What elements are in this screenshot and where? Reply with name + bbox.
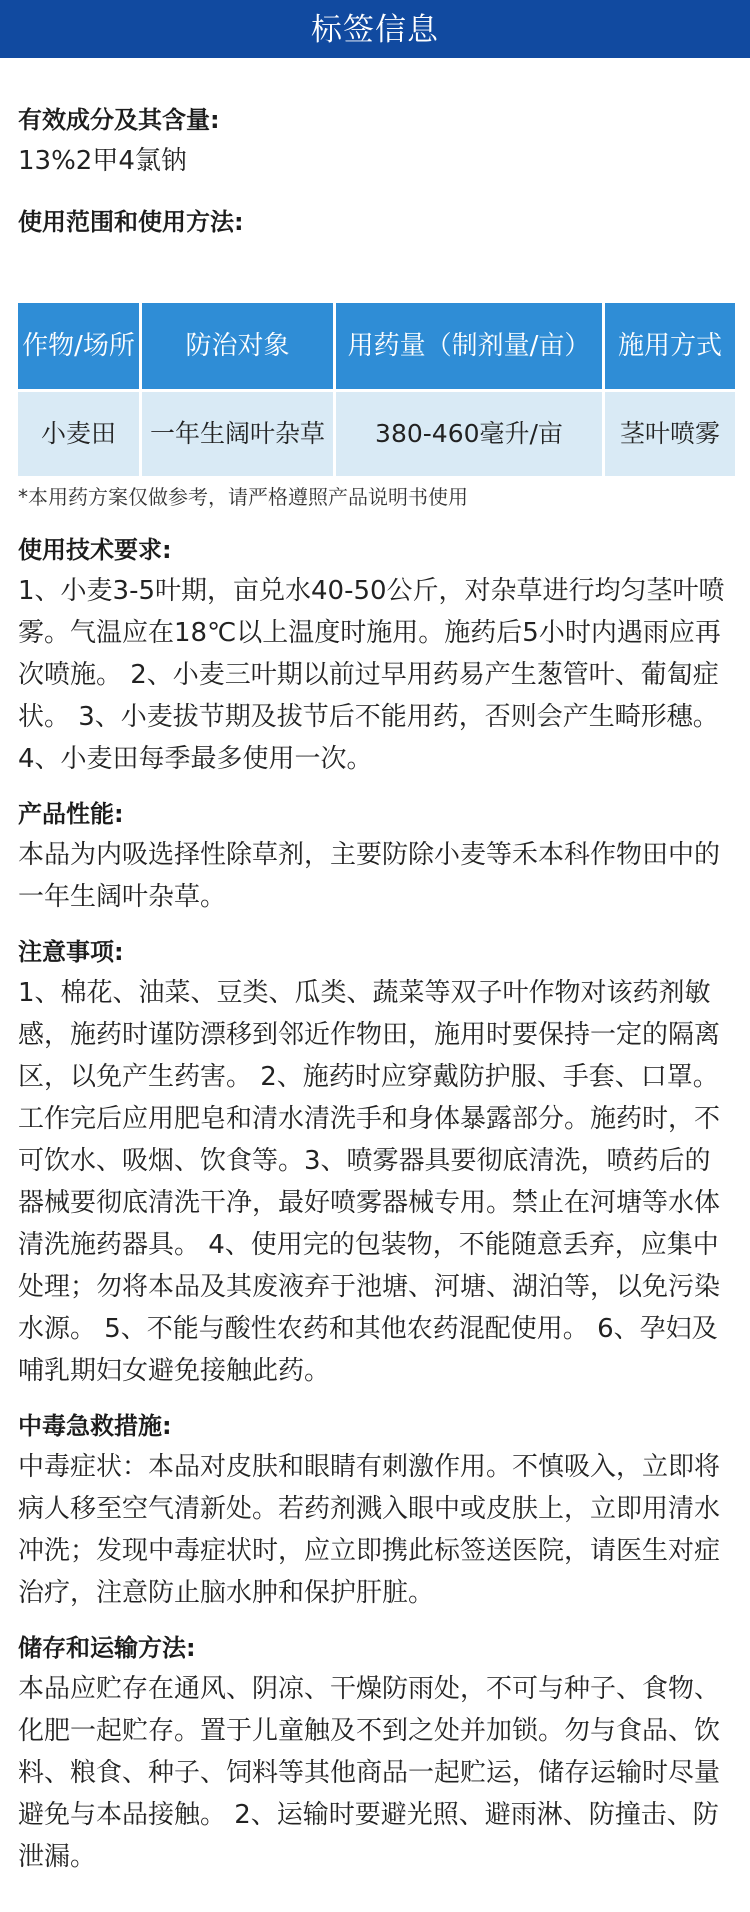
storage-section (18, 1628, 732, 1878)
table-disclaimer: *本用药方案仅做参考，请严格遵照产品说明书使用 (18, 485, 468, 509)
first-aid-section (18, 1406, 732, 1614)
performance-section (18, 794, 732, 918)
technical-section (18, 530, 732, 780)
scope-title: 使用范围和使用方法: (18, 208, 244, 236)
storage-body: 本品应贮存在通风、阴凉、干燥防雨处，不可与种子、食物、化肥一起贮存。置于儿童触及不到之处并加锁。勿与食品、饮料、粮食、种子、饲料等其他商品一起贮运，储存运输时尽量避免与本品接触。 2、运输时要避光照、避雨淋、防撞击、防泄漏。 (18, 1674, 721, 1872)
usage-table-wrap (18, 300, 732, 512)
ingredients-section (18, 100, 732, 182)
cell-crop: 小麦田 (18, 392, 139, 476)
precautions-section (18, 932, 732, 1392)
usage-table-header-row (18, 303, 735, 389)
header-method: 施用方式 (605, 303, 735, 389)
header-crop: 作物/场所 (18, 303, 139, 389)
scope-section (18, 202, 732, 242)
ingredients-value: 13%2甲4氯钠 (18, 146, 187, 176)
ingredients-title: 有效成分及其含量: (18, 106, 220, 134)
cell-target: 一年生阔叶杂草 (142, 392, 333, 476)
performance-body: 本品为内吸选择性除草剂，主要防除小麦等禾本科作物田中的一年生阔叶杂草。 (18, 840, 721, 912)
precautions-body: 1、棉花、油菜、豆类、瓜类、蔬菜等双子叶作物对该药剂敏感，施药时谨防漂移到邻近作物田，施用时要保持一定的隔离区，以免产生药害。 2、施药时应穿戴防护服、手套、口罩。工作完后应用肥皂和清水清洗手和身体暴露部分。施药时，不可饮水、吸烟、饮食等。3、喷雾器具要彻底清洗，喷药后的器械要彻底清洗干净，最好喷雾器械专用。禁止在河塘等水体清洗施药器具。 4、使用完的包装物，不能随意丢弃，应集中处理；勿将本品及其废液弃于池塘、河塘、湖泊等，以免污染水源。 5、不能与酸性农药和其他农药混配使用。 6、孕妇及哺乳期妇女避免接触此药。 (18, 978, 721, 1386)
first-aid-title: 中毒急救措施: (18, 1412, 172, 1440)
usage-table (15, 300, 738, 479)
first-aid-body: 中毒症状：本品对皮肤和眼睛有刺激作用。不慎吸入，立即将病人移至空气清新处。若药剂溅入眼中或皮肤上，立即用清水冲洗；发现中毒症状时，应立即携此标签送医院，请医生对症治疗，注意防止脑水肿和保护肝脏。 (18, 1452, 721, 1608)
page-header (0, 0, 750, 58)
page-title: 标签信息 (311, 12, 439, 48)
cell-method: 茎叶喷雾 (605, 392, 735, 476)
technical-title: 使用技术要求: (18, 536, 172, 564)
header-dosage: 用药量（制剂量/亩） (336, 303, 602, 389)
table-row (18, 392, 735, 476)
technical-body: 1、小麦3-5叶期，亩兑水40-50公斤，对杂草进行均匀茎叶喷雾。气温应在18℃以上温度时施用。施药后5小时内遇雨应再次喷施。 2、小麦三叶期以前过早用药易产生葱管叶、葡匐症状。 3、小麦拔节期及拔节后不能用药，否则会产生畸形穗。 4、小麦田每季最多使用一次。 (18, 576, 725, 774)
label-content (0, 100, 750, 1878)
precautions-title: 注意事项: (18, 938, 124, 966)
header-target: 防治对象 (142, 303, 333, 389)
cell-dosage: 380-460毫升/亩 (336, 392, 602, 476)
storage-title: 储存和运输方法: (18, 1634, 196, 1662)
performance-title: 产品性能: (18, 800, 124, 828)
